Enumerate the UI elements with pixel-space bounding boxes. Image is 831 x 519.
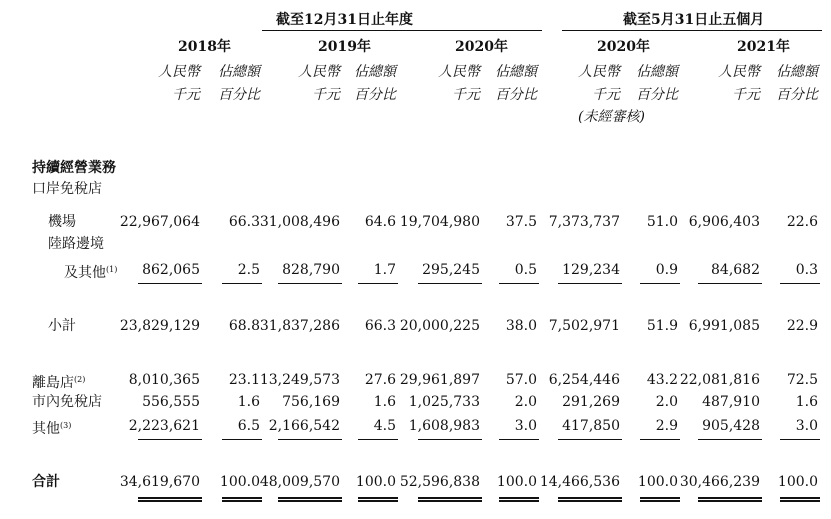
rule-above-subtotal <box>698 283 762 284</box>
header-approx-total: 佔總額 <box>776 64 818 80</box>
rule-above-total <box>222 439 262 440</box>
cell-land-amount: 295,245 <box>422 262 480 278</box>
double-rule-total <box>640 497 680 502</box>
cell-offshore-pct: 23.1 <box>228 372 260 388</box>
double-rule-total <box>418 497 482 502</box>
note-3: (3) <box>60 421 72 430</box>
rule-above-total <box>418 439 482 440</box>
cell-offshore-pct: 57.0 <box>505 372 537 388</box>
cell-others-pct: 3.0 <box>795 418 818 434</box>
cell-land-amount: 828,790 <box>282 262 340 278</box>
rule-above-subtotal <box>640 283 680 284</box>
cell-subtotal-pct: 66.3 <box>364 318 396 334</box>
year-2019: 2019年 <box>318 39 371 55</box>
year-2020-ytd: 2020年 <box>597 39 650 55</box>
cell-offshore-amount: 22,081,816 <box>679 372 760 388</box>
header-percentage: 百分比 <box>495 87 537 103</box>
cell-downtown-amount: 556,555 <box>142 394 200 410</box>
cell-total-pct: 100.0 <box>496 474 537 490</box>
cell-total-pct: 100.0 <box>637 474 678 490</box>
double-rule-total <box>698 497 762 502</box>
rule-above-subtotal <box>558 283 622 284</box>
header-unaudited: (未經審核) <box>578 109 645 125</box>
double-rule-total <box>558 497 622 502</box>
header-rmb: 人民幣 <box>718 64 760 80</box>
cell-downtown-pct: 1.6 <box>795 394 818 410</box>
double-rule-total <box>222 497 262 502</box>
rule-above-total <box>499 439 539 440</box>
rule-above-total <box>780 439 820 440</box>
header-approx-total: 佔總額 <box>636 64 678 80</box>
header-percentage: 百分比 <box>218 87 260 103</box>
cell-land-amount: 862,065 <box>142 262 200 278</box>
cell-airport-pct: 66.3 <box>228 214 260 230</box>
double-rule-total <box>278 497 342 502</box>
double-rule-total <box>358 497 398 502</box>
header-thousand: 千元 <box>592 87 620 103</box>
rule-above-subtotal <box>780 283 820 284</box>
cell-downtown-pct: 1.6 <box>237 394 260 410</box>
cell-land-amount: 84,682 <box>711 262 760 278</box>
cell-airport-amount: 31,008,496 <box>259 214 340 230</box>
header-approx-total: 佔總額 <box>354 64 396 80</box>
section-continuing-operations: 持續經營業務 <box>32 160 116 176</box>
header-thousand: 千元 <box>732 87 760 103</box>
row-label-airport: 機場 <box>48 214 76 230</box>
rule-above-total <box>698 439 762 440</box>
cell-others-pct: 4.5 <box>373 418 396 434</box>
rule-above-subtotal <box>278 283 342 284</box>
cell-subtotal-pct: 51.9 <box>646 318 678 334</box>
cell-total-amount: 30,466,239 <box>679 474 760 490</box>
header-percentage: 百分比 <box>636 87 678 103</box>
cell-land-pct: 2.5 <box>237 262 260 278</box>
double-rule-total <box>780 497 820 502</box>
cell-airport-pct: 22.6 <box>786 214 818 230</box>
header-rmb: 人民幣 <box>298 64 340 80</box>
cell-subtotal-amount: 31,837,286 <box>259 318 340 334</box>
row-label-offshore: 離島店$^{(2)}$ <box>32 375 86 391</box>
cell-others-amount: 417,850 <box>562 418 620 434</box>
cell-offshore-amount: 29,961,897 <box>399 372 480 388</box>
cell-others-pct: 3.0 <box>514 418 537 434</box>
rule-above-total <box>640 439 680 440</box>
double-rule-total <box>138 497 202 502</box>
cell-airport-amount: 6,906,403 <box>688 214 760 230</box>
note-1: (1) <box>106 265 118 274</box>
row-label-land-2: 及其他$^{(1)}$ <box>64 265 118 281</box>
row-label-downtown: 市內免稅店 <box>32 394 102 410</box>
cell-offshore-amount: 8,010,365 <box>128 372 200 388</box>
cell-airport-pct: 51.0 <box>646 214 678 230</box>
cell-subtotal-amount: 23,829,129 <box>119 318 200 334</box>
cell-others-amount: 2,223,621 <box>128 418 200 434</box>
header-five-months-group: 截至5月31日止五個月 <box>623 12 765 28</box>
year-2020: 2020年 <box>455 39 508 55</box>
header-underline-year-end <box>262 30 542 31</box>
header-underline-five-months <box>562 30 822 31</box>
cell-airport-pct: 37.5 <box>505 214 537 230</box>
header-thousand: 千元 <box>172 87 200 103</box>
cell-total-amount: 34,619,670 <box>119 474 200 490</box>
cell-downtown-pct: 1.6 <box>373 394 396 410</box>
subsection-port-stores: 口岸免稅店 <box>32 181 102 197</box>
year-2018: 2018年 <box>178 39 231 55</box>
header-rmb: 人民幣 <box>158 64 200 80</box>
cell-land-amount: 129,234 <box>562 262 620 278</box>
row-label-others: 其他$^{(3)}$ <box>32 421 72 437</box>
rule-above-subtotal <box>418 283 482 284</box>
header-percentage: 百分比 <box>776 87 818 103</box>
cell-total-amount: 52,596,838 <box>399 474 480 490</box>
cell-subtotal-amount: 6,991,085 <box>688 318 760 334</box>
header-percentage: 百分比 <box>354 87 396 103</box>
cell-downtown-pct: 2.0 <box>514 394 537 410</box>
cell-land-pct: 0.9 <box>655 262 678 278</box>
cell-subtotal-amount: 20,000,225 <box>399 318 480 334</box>
cell-others-pct: 2.9 <box>655 418 678 434</box>
note-2: (2) <box>74 375 86 384</box>
cell-others-amount: 2,166,542 <box>268 418 340 434</box>
cell-land-pct: 0.5 <box>514 262 537 278</box>
cell-others-amount: 1,608,983 <box>408 418 480 434</box>
double-rule-total <box>499 497 539 502</box>
cell-airport-amount: 22,967,064 <box>119 214 200 230</box>
rule-above-total <box>358 439 398 440</box>
rule-above-subtotal <box>358 283 398 284</box>
cell-total-pct: 100.0 <box>219 474 260 490</box>
row-label-land-1: 陸路邊境 <box>48 236 104 252</box>
header-year-end-group: 截至12月31日止年度 <box>276 12 413 28</box>
cell-offshore-pct: 72.5 <box>786 372 818 388</box>
cell-total-pct: 100.0 <box>355 474 396 490</box>
header-rmb: 人民幣 <box>438 64 480 80</box>
rule-above-subtotal <box>499 283 539 284</box>
header-thousand: 千元 <box>312 87 340 103</box>
cell-subtotal-pct: 22.9 <box>786 318 818 334</box>
row-label-subtotal: 小計 <box>48 318 76 334</box>
cell-downtown-amount: 487,910 <box>702 394 760 410</box>
cell-subtotal-pct: 38.0 <box>505 318 537 334</box>
year-2021-ytd: 2021年 <box>737 39 790 55</box>
cell-land-pct: 1.7 <box>373 262 396 278</box>
cell-subtotal-amount: 7,502,971 <box>548 318 620 334</box>
cell-others-pct: 6.5 <box>237 418 260 434</box>
cell-total-amount: 48,009,570 <box>259 474 340 490</box>
header-approx-total: 佔總額 <box>495 64 537 80</box>
cell-airport-amount: 19,704,980 <box>399 214 480 230</box>
cell-offshore-pct: 27.6 <box>364 372 396 388</box>
cell-subtotal-pct: 68.8 <box>228 318 260 334</box>
cell-downtown-amount: 291,269 <box>562 394 620 410</box>
row-label-total: 合計 <box>32 474 60 490</box>
cell-offshore-amount: 13,249,573 <box>259 372 340 388</box>
cell-airport-amount: 7,373,737 <box>548 214 620 230</box>
cell-offshore-amount: 6,254,446 <box>548 372 620 388</box>
header-thousand: 千元 <box>452 87 480 103</box>
rule-above-total <box>558 439 622 440</box>
cell-land-pct: 0.3 <box>795 262 818 278</box>
cell-downtown-amount: 756,169 <box>282 394 340 410</box>
header-approx-total: 佔總額 <box>218 64 260 80</box>
rule-above-total <box>278 439 342 440</box>
rule-above-subtotal <box>138 283 202 284</box>
rule-above-total <box>138 439 202 440</box>
rule-above-subtotal <box>222 283 262 284</box>
cell-total-pct: 100.0 <box>777 474 818 490</box>
cell-downtown-pct: 2.0 <box>655 394 678 410</box>
cell-airport-pct: 64.6 <box>364 214 396 230</box>
cell-others-amount: 905,428 <box>702 418 760 434</box>
cell-downtown-amount: 1,025,733 <box>408 394 480 410</box>
header-rmb: 人民幣 <box>578 64 620 80</box>
cell-offshore-pct: 43.2 <box>646 372 678 388</box>
cell-total-amount: 14,466,536 <box>539 474 620 490</box>
